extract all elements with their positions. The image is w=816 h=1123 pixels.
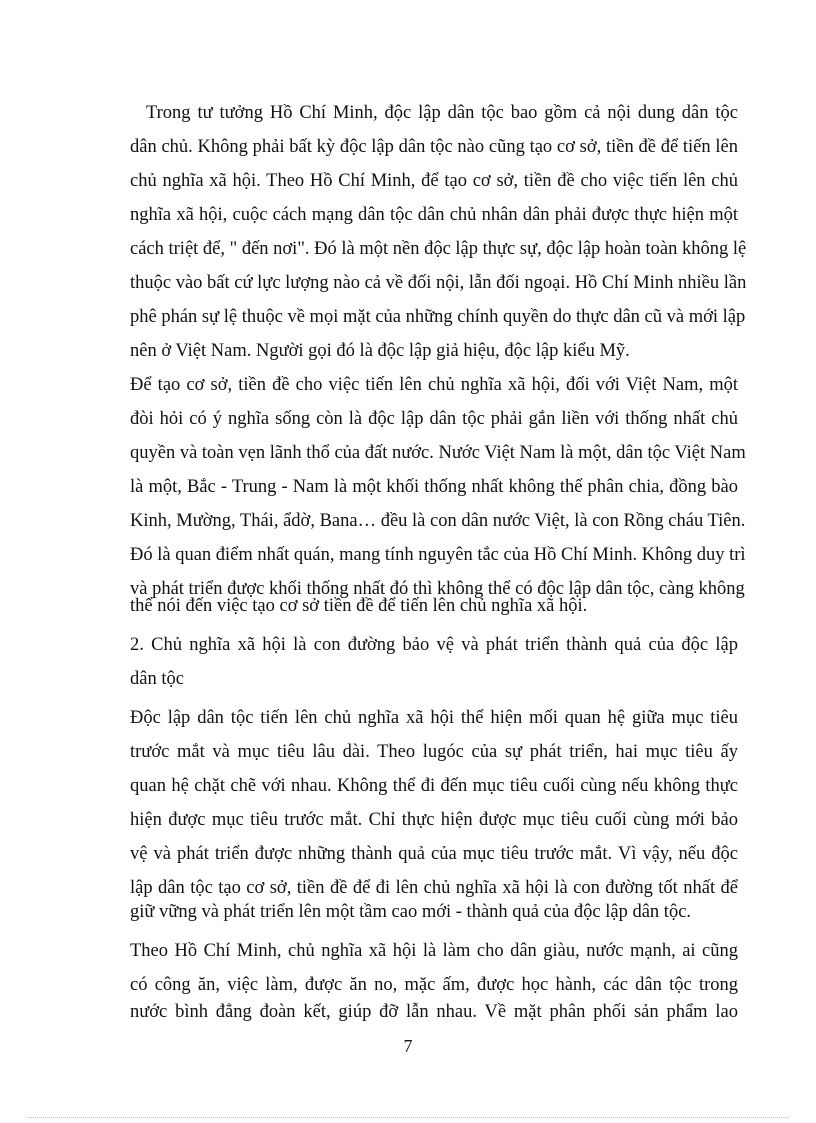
text-line: nên ở Việt Nam. Người gọi đó là độc lập giả hiệu, độc lập kiểu Mỹ. [130,341,630,361]
text-line: nghĩa xã hội, cuộc cách mạng dân tộc dân chủ nhân dân phải được thực hiện một [130,205,738,225]
text-line: trước mắt và mục tiêu lâu dài. Theo lugóc của sự phát triển, hai mục tiêu ấy [130,742,738,762]
section-heading: 2. Chủ nghĩa xã hội là con đường bảo vệ và phát triển thành quả của độc lập [130,635,738,655]
section-heading: dân tộc [130,669,184,689]
text-line: hiện được mục tiêu trước mắt. Chỉ thực hiện được mục tiêu cuối cùng mới bảo [130,810,738,830]
text-line: có công ăn, việc làm, được ăn no, mặc ấm, được học hành, các dân tộc trong [130,975,738,995]
text-line: giữ vững và phát triển lên một tầm cao mới - thành quả của độc lập dân tộc. [130,902,692,922]
text-line: quyền và toàn vẹn lãnh thổ của đất nước. Nước Việt Nam là một, dân tộc Việt Nam [130,443,746,463]
text-line: Để tạo cơ sở, tiền đề cho việc tiến lên chủ nghĩa xã hội, đối với Việt Nam, một [130,375,738,395]
text-line: dân chủ. Không phải bất kỳ độc lập dân tộc nào cũng tạo cơ sở, tiền đề để tiến lên [130,137,738,157]
text-line: Trong tư tưởng Hồ Chí Minh, độc lập dân tộc bao gồm cả nội dung dân tộc [146,103,738,123]
text-line: Theo Hồ Chí Minh, chủ nghĩa xã hội là làm cho dân giàu, nước mạnh, ai cũng [130,941,738,961]
text-line: thể nói đến việc tạo cơ sở tiền đề để tiến lên chủ nghĩa xã hội. [130,596,588,616]
text-line: phê phán sự lệ thuộc về mọi mặt của những chính quyền do thực dân cũ và mới lập [130,307,746,327]
page-number: 7 [403,1036,413,1056]
text-line: là một, Bắc - Trung - Nam là một khối thống nhất không thể phân chia, đồng bào [130,477,738,497]
page-bottom-divider [28,1117,788,1118]
text-line: Kinh, Mường, Thái, ẩdờ, Bana… đều là con dân nước Việt, là con Rồng cháu Tiên. [130,511,746,531]
text-line: quan hệ chặt chẽ với nhau. Không thể đi đến mục tiêu cuối cùng nếu không thực [130,776,738,796]
text-line: vệ và phát triển được những thành quả của mục tiêu trước mắt. Vì vậy, nếu độc [130,844,738,864]
text-line: thuộc vào bất cứ lực lượng nào cả về đối nội, lẫn đối ngoại. Hồ Chí Minh nhiều lần [130,273,747,293]
text-line: Đó là quan điểm nhất quán, mang tính nguyên tắc của Hồ Chí Minh. Không duy trì [130,545,746,565]
text-line: cách triệt để, " đến nơi". Đó là một nền độc lập thực sự, độc lập hoàn toàn không lệ [130,239,747,259]
text-line: Độc lập dân tộc tiến lên chủ nghĩa xã hội thể hiện mối quan hệ giữa mục tiêu [130,708,738,728]
text-line: đòi hỏi có ý nghĩa sống còn là độc lập dân tộc phải gắn liền với thống nhất chủ [130,409,738,429]
text-line: nước bình đẳng đoàn kết, giúp đỡ lẫn nhau. Về mặt phân phối sản phẩm lao [130,1002,738,1022]
text-line: chủ nghĩa xã hội. Theo Hồ Chí Minh, để tạo cơ sở, tiền đề cho việc tiến lên chủ [130,171,738,191]
text-line: và phát triển được khối thống nhất đó thì không thể có độc lập dân tộc, càng không [130,579,745,599]
text-line: lập dân tộc tạo cơ sở, tiền đề để đi lên chủ nghĩa xã hội là con đường tốt nhất để [130,878,738,898]
